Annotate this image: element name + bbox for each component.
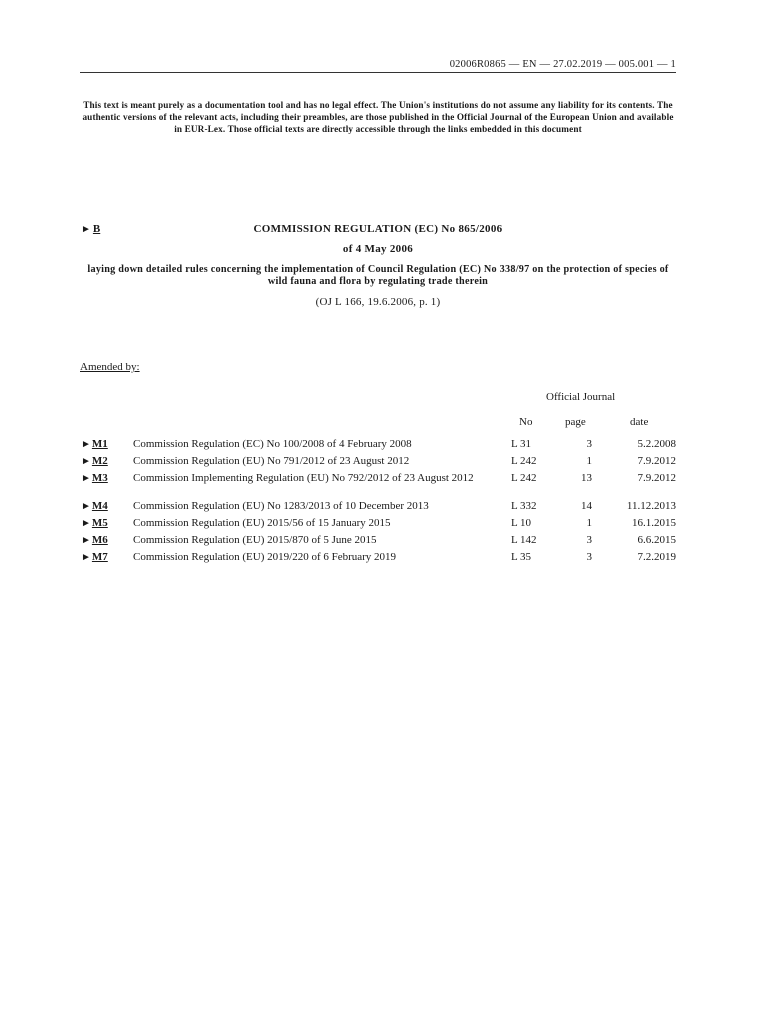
column-header-no: No [519, 416, 533, 428]
amendment-code-link[interactable]: M2 [91, 455, 108, 467]
arrow-right-icon: ► [81, 439, 91, 450]
regulation-date: of 4 May 2006 [342, 243, 414, 255]
arrow-right-icon: ► [81, 456, 91, 467]
arrow-right-icon: ► [81, 473, 91, 484]
oj-reference: (OJ L 166, 19.6.2006, p. 1) [315, 296, 441, 308]
amendment-code-link[interactable]: M7 [91, 551, 108, 563]
column-header-date: date [630, 416, 649, 428]
oj-number: L 332 [511, 500, 537, 512]
amendment-code-link[interactable]: M3 [91, 472, 108, 484]
arrow-right-icon: ► [81, 518, 91, 529]
amendment-code-link[interactable]: M4 [91, 500, 108, 512]
amendment-marker[interactable] [81, 472, 108, 485]
oj-number: L 35 [511, 551, 532, 563]
oj-page: 1 [586, 517, 592, 529]
oj-number: L 10 [511, 517, 532, 529]
amendment-title: Commission Regulation (EU) 2015/870 of 5 June 2015 [133, 534, 377, 546]
amendment-marker[interactable] [81, 534, 108, 547]
amendment-title: Commission Regulation (EU) 2015/56 of 15 January 2015 [133, 517, 391, 529]
oj-number: L 242 [511, 455, 537, 467]
amendment-marker[interactable] [81, 500, 108, 513]
amendment-title: Commission Regulation (EC) No 100/2008 of 4 February 2008 [133, 438, 412, 450]
oj-date: 11.12.2013 [626, 500, 676, 512]
oj-date: 16.1.2015 [632, 517, 676, 529]
oj-date: 5.2.2008 [637, 438, 676, 450]
amendment-title: Commission Regulation (EU) No 791/2012 of 23 August 2012 [133, 455, 410, 467]
amendment-marker[interactable] [81, 517, 108, 530]
document-header [80, 59, 676, 73]
official-journal-header: Official Journal [546, 391, 616, 403]
arrow-right-icon: ► [81, 501, 91, 512]
oj-number: L 142 [511, 534, 537, 546]
disclaimer-text: This text is meant purely as a documentation tool and has no legal effect. The Union's institutions do not assume any liability for its contents. The authentic versions of the relevant acts, including their preambles, are those published in the Official Journal of the European Union and available in EUR-Lex. Those official texts are directly accessible through the links embedded in this document [82, 100, 674, 134]
regulation-title: COMMISSION REGULATION (EC) No 865/2006 [253, 223, 503, 235]
amended-by-label: Amended by: [80, 361, 140, 373]
arrow-right-icon: ► [81, 552, 91, 563]
column-header-page: page [565, 416, 586, 428]
document-reference: 02006R0865 — EN — 27.02.2019 — 005.001 — 1 [449, 59, 676, 70]
oj-date: 7.9.2012 [637, 455, 676, 467]
basic-act-code-link[interactable]: B [92, 223, 101, 235]
oj-page: 13 [581, 472, 592, 484]
oj-page: 14 [581, 500, 592, 512]
arrow-right-icon: ► [81, 224, 91, 235]
oj-date: 7.2.2019 [637, 551, 676, 563]
oj-page: 1 [586, 455, 592, 467]
amendment-marker[interactable] [81, 551, 108, 564]
oj-number: L 242 [511, 472, 537, 484]
oj-date: 7.9.2012 [637, 472, 676, 484]
oj-page: 3 [586, 534, 592, 546]
amendment-marker[interactable] [81, 455, 108, 468]
amendment-title: Commission Regulation (EU) No 1283/2013 of 10 December 2013 [133, 500, 429, 512]
oj-date: 6.6.2015 [637, 534, 676, 546]
amendment-title: Commission Regulation (EU) 2019/220 of 6 February 2019 [133, 551, 397, 563]
oj-number: L 31 [511, 438, 532, 450]
oj-page: 3 [586, 551, 592, 563]
oj-page: 3 [586, 438, 592, 450]
amendment-code-link[interactable]: M1 [91, 438, 108, 450]
amendment-title: Commission Implementing Regulation (EU) No 792/2012 of 23 August 2012 [133, 472, 474, 484]
amendment-marker[interactable] [81, 438, 108, 451]
arrow-right-icon: ► [81, 535, 91, 546]
amendment-code-link[interactable]: M5 [91, 517, 108, 529]
regulation-subject: laying down detailed rules concerning the implementation of Council Regulation (EC) No 338/97 on the protection of species of wild fauna and flora by regulating trade therein [87, 264, 669, 287]
amendment-code-link[interactable]: M6 [91, 534, 108, 546]
